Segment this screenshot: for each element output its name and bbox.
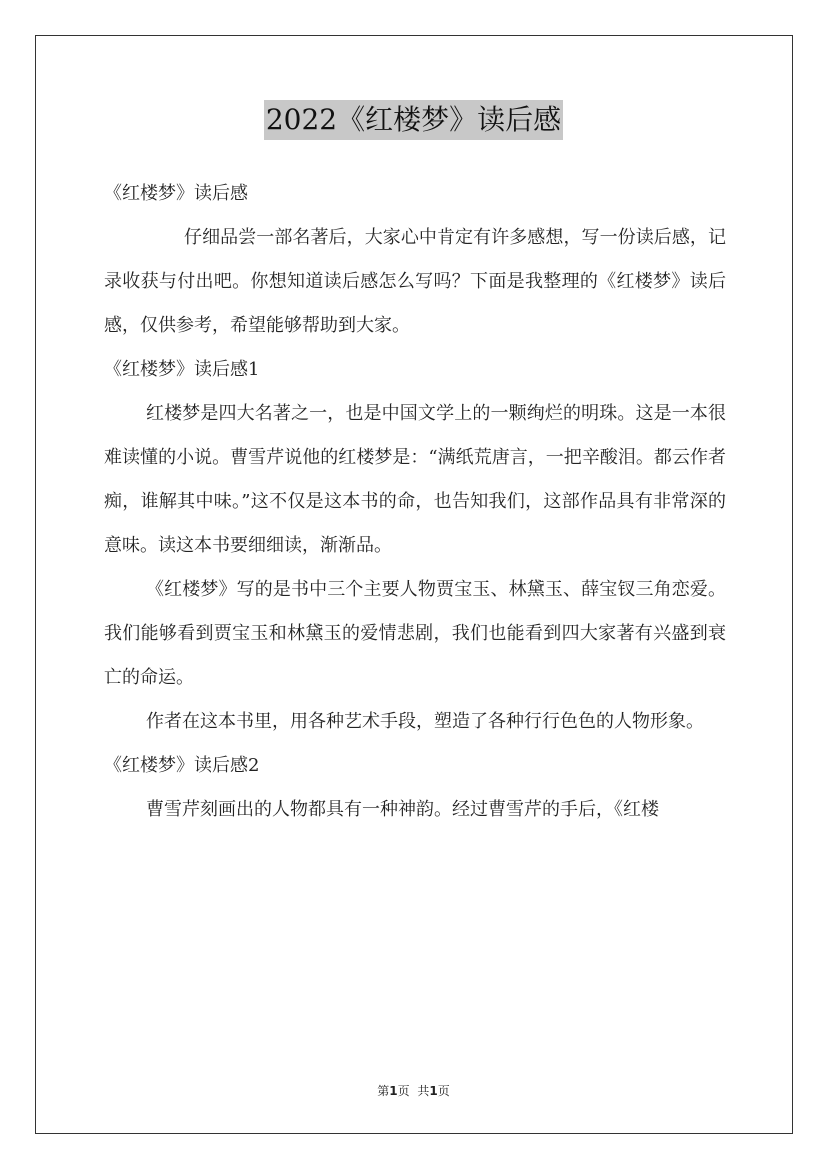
body-paragraph: 作者在这本书里，用各种艺术手段，塑造了各种行行色色的人物形象。 [146,711,704,732]
body-paragraph: 《红楼梦》写的是书中三个主要人物贾宝玉、林黛玉、薛宝钗三角恋爱。我们能够看到贾宝玉和林黛玉的爱情悲剧，我们也能看到四大家著有兴盛到衰亡的命运。 [104,579,726,688]
title-container [0,100,827,140]
document-body [104,172,726,832]
body-paragraph: 红楼梦是四大名著之一，也是中国文学上的一颗绚烂的明珠。这是一本很难读懂的小说。曹雪芹说他的红楼梦是：“满纸荒唐言，一把辛酸泪。都云作者痴，谁解其中味。”这不仅是这本书的命，也告知我们，这部作品具有非常深的意味。读这本书要细细读，渐渐品。 [104,403,726,556]
footer-page-suffix: 页 [397,1084,410,1098]
footer-page-number: 1 [389,1084,398,1098]
footer-total-suffix: 页 [437,1084,450,1098]
footer-total-pages: 1 [429,1084,438,1098]
section-heading: 《红楼梦》读后感1 [104,359,260,380]
page-footer [0,1082,827,1099]
body-paragraph: 曹雪芹刻画出的人物都具有一种神韵。经过曹雪芹的手后，《红楼 [146,799,659,820]
footer-total-prefix: 共 [417,1084,430,1098]
intro-paragraph: 仔细品尝一部名著后，大家心中肯定有许多感想，写一份读后感，记录收获与付出吧。你想知道读后感怎么写吗？下面是我整理的《红楼梦》读后感，仅供参考，希望能够帮助到大家。 [104,227,726,336]
document-title: 2022《红楼梦》读后感 [264,100,563,140]
section-heading: 《红楼梦》读后感 [104,183,248,204]
footer-prefix: 第 [377,1084,390,1098]
section-heading: 《红楼梦》读后感2 [104,755,260,776]
